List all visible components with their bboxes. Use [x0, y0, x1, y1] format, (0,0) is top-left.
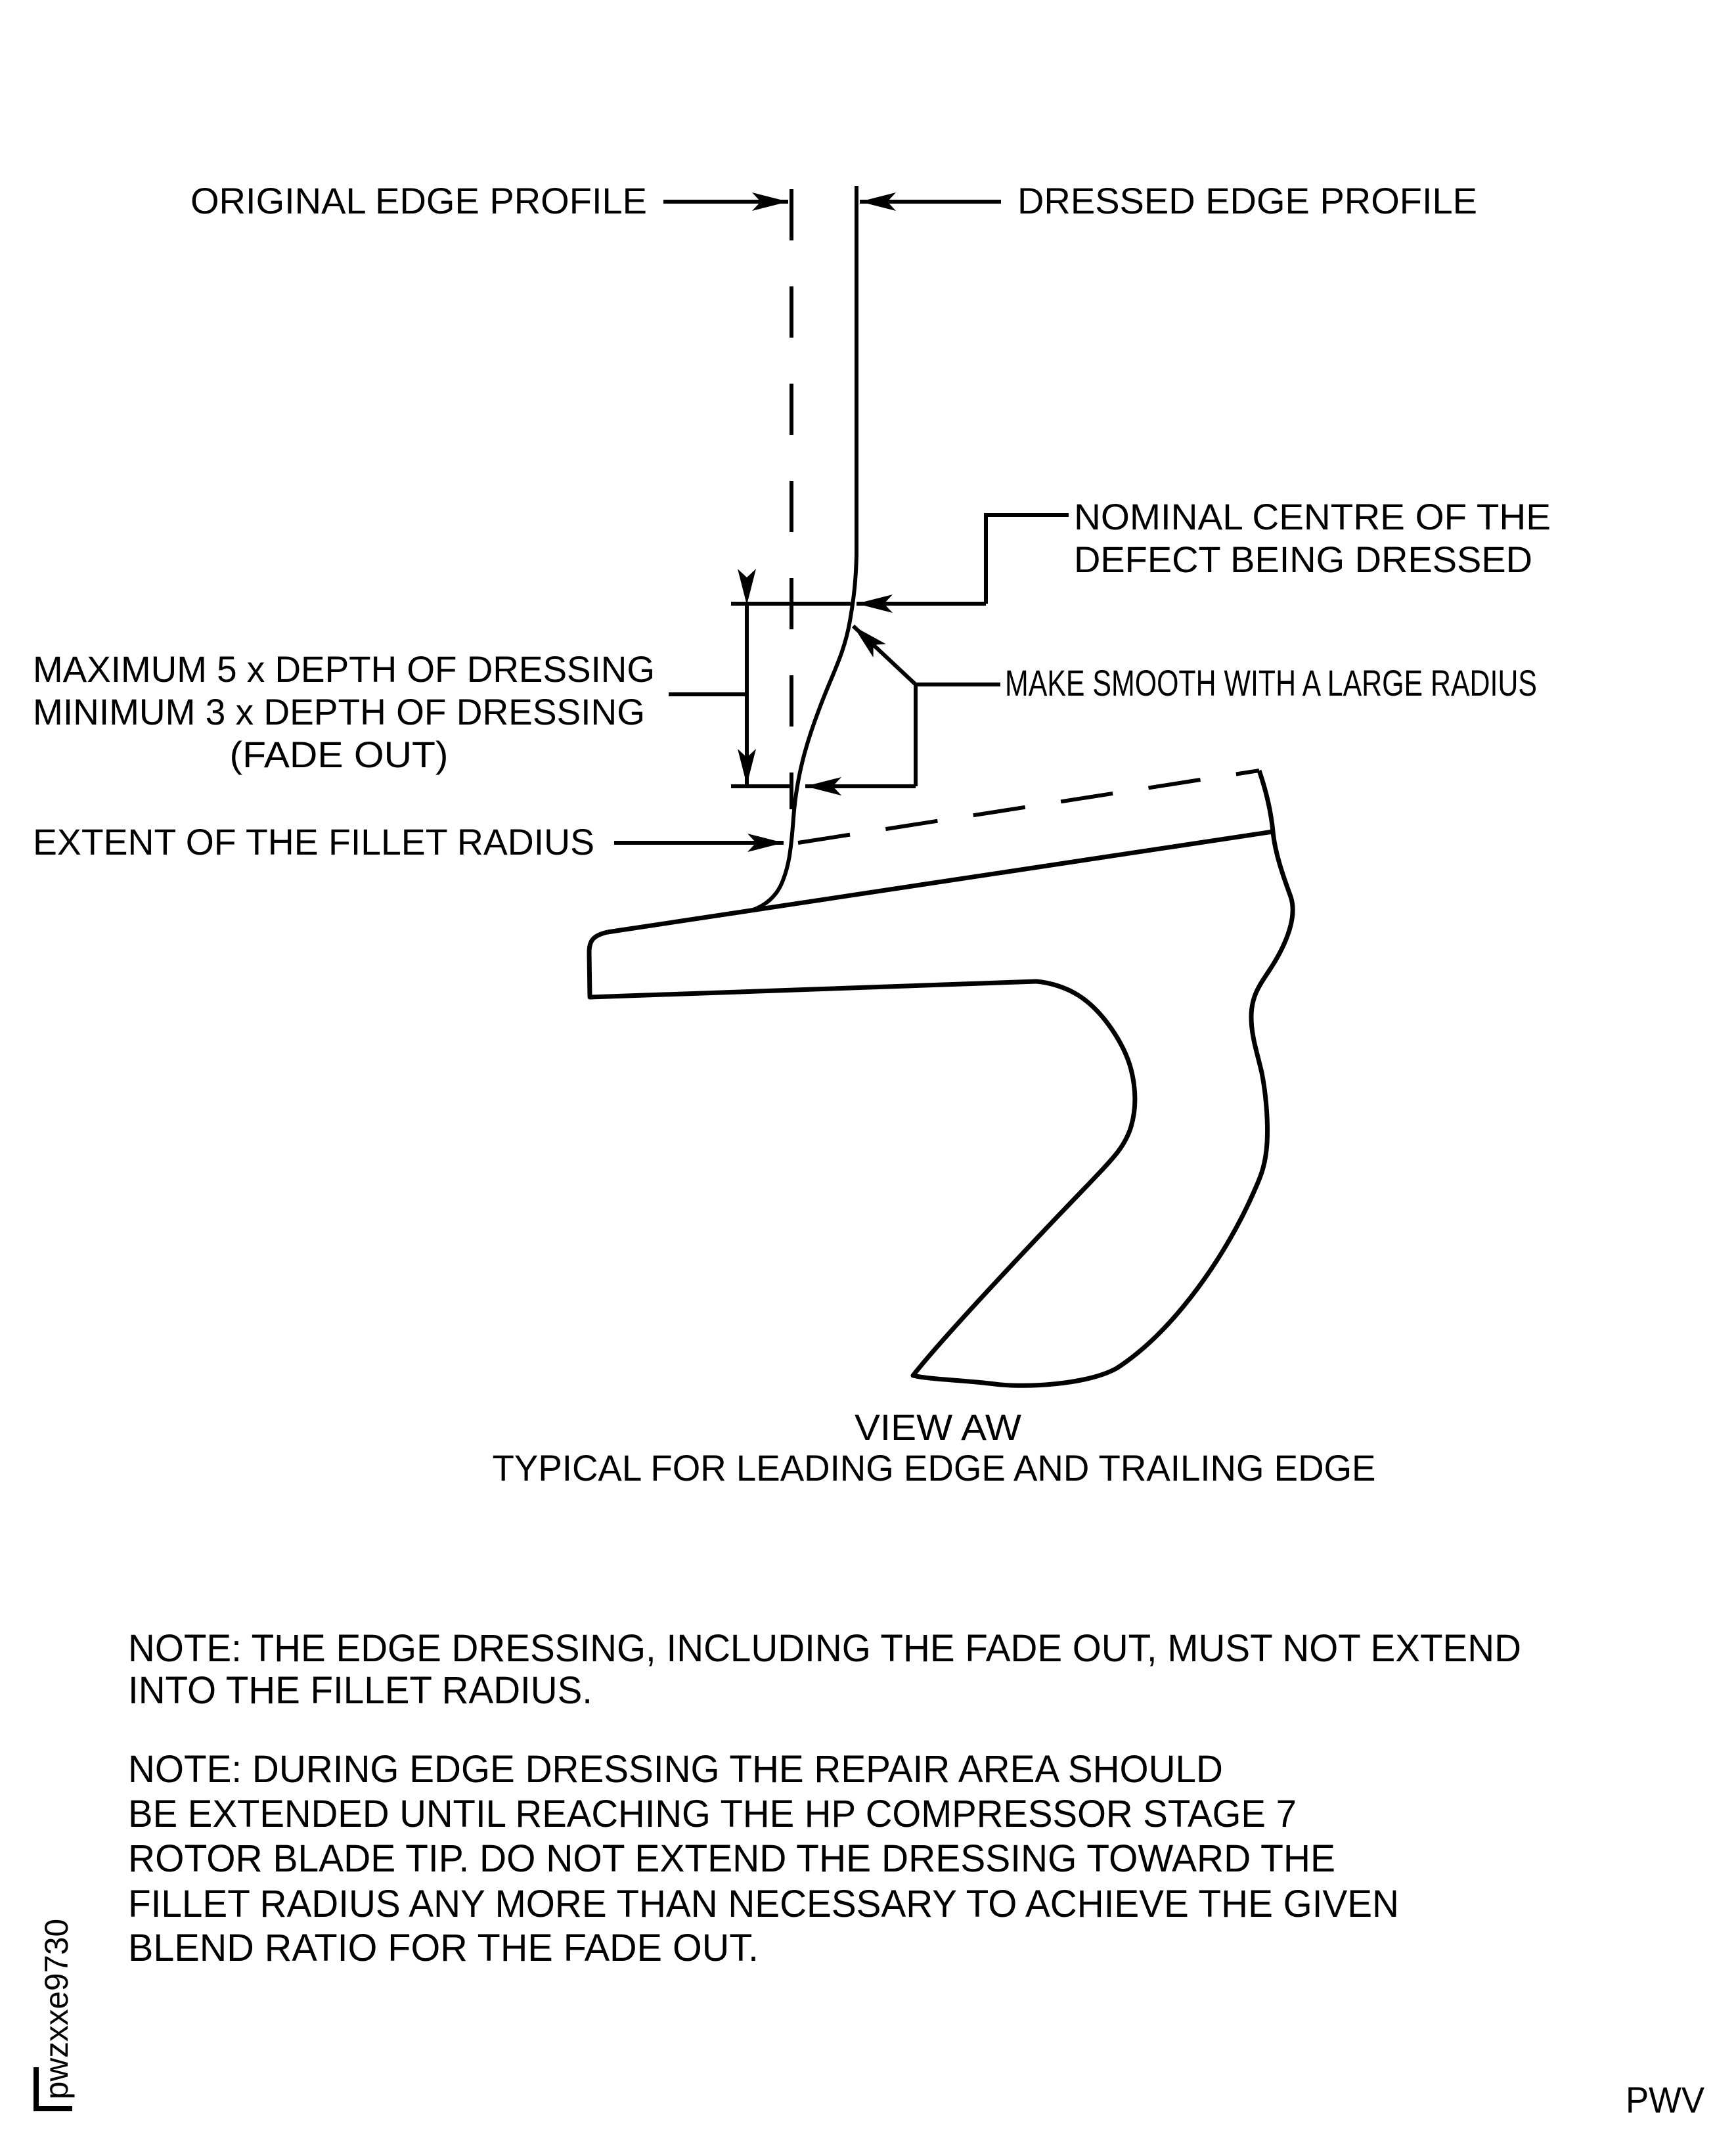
maximum-depth-label: MAXIMUM 5 x DEPTH OF DRESSING — [33, 648, 655, 690]
note2-line2: BE EXTENDED UNTIL REACHING THE HP COMPRESSOR STAGE 7 — [128, 1793, 1297, 1835]
dressed-edge-profile-label: DRESSED EDGE PROFILE — [1017, 180, 1477, 221]
nominal-centre-label-line1: NOMINAL CENTRE OF THE — [1074, 496, 1551, 537]
note2-line5: BLEND RATIO FOR THE FADE OUT. — [128, 1927, 759, 1969]
make-smooth-upper-arrow — [853, 626, 916, 684]
fade-out-label: (FADE OUT) — [229, 734, 449, 775]
blade-outline — [589, 771, 1293, 1385]
view-title: VIEW AW — [855, 1406, 1022, 1448]
nominal-centre-leader-line — [986, 515, 1069, 604]
note1-line2: INTO THE FILLET RADIUS. — [128, 1669, 592, 1712]
original-edge-profile-label: ORIGINAL EDGE PROFILE — [190, 180, 647, 221]
blade-upper-surface-line — [608, 832, 1273, 932]
make-smooth-label: MAKE SMOOTH WITH A LARGE RADIUS — [1005, 662, 1537, 704]
note2-line4: FILLET RADIUS ANY MORE THAN NECESSARY TO ACHIEVE THE GIVEN — [128, 1883, 1399, 1925]
make-smooth-leader-line — [916, 684, 1000, 786]
minimum-depth-label: MINIMUM 3 x DEPTH OF DRESSING — [33, 691, 645, 732]
extent-fillet-label: EXTENT OF THE FILLET RADIUS — [33, 821, 594, 862]
note1-line1: NOTE: THE EDGE DRESSING, INCLUDING THE FADE OUT, MUST NOT EXTEND — [128, 1627, 1521, 1670]
view-subtitle: TYPICAL FOR LEADING EDGE AND TRAILING EDGE — [492, 1447, 1376, 1489]
fillet-radius-extent-dashed-line — [798, 771, 1259, 843]
note2-line1: NOTE: DURING EDGE DRESSING THE REPAIR AREA SHOULD — [128, 1748, 1223, 1791]
note2-line3: ROTOR BLADE TIP. DO NOT EXTEND THE DRESSING TOWARD THE — [128, 1837, 1335, 1880]
watermark-code: pwzxxe9730 — [38, 1917, 75, 2099]
dressed-edge-profile-line — [749, 186, 857, 911]
page-code: PWV — [1626, 2079, 1705, 2120]
nominal-centre-label-line2: DEFECT BEING DRESSED — [1074, 539, 1532, 580]
